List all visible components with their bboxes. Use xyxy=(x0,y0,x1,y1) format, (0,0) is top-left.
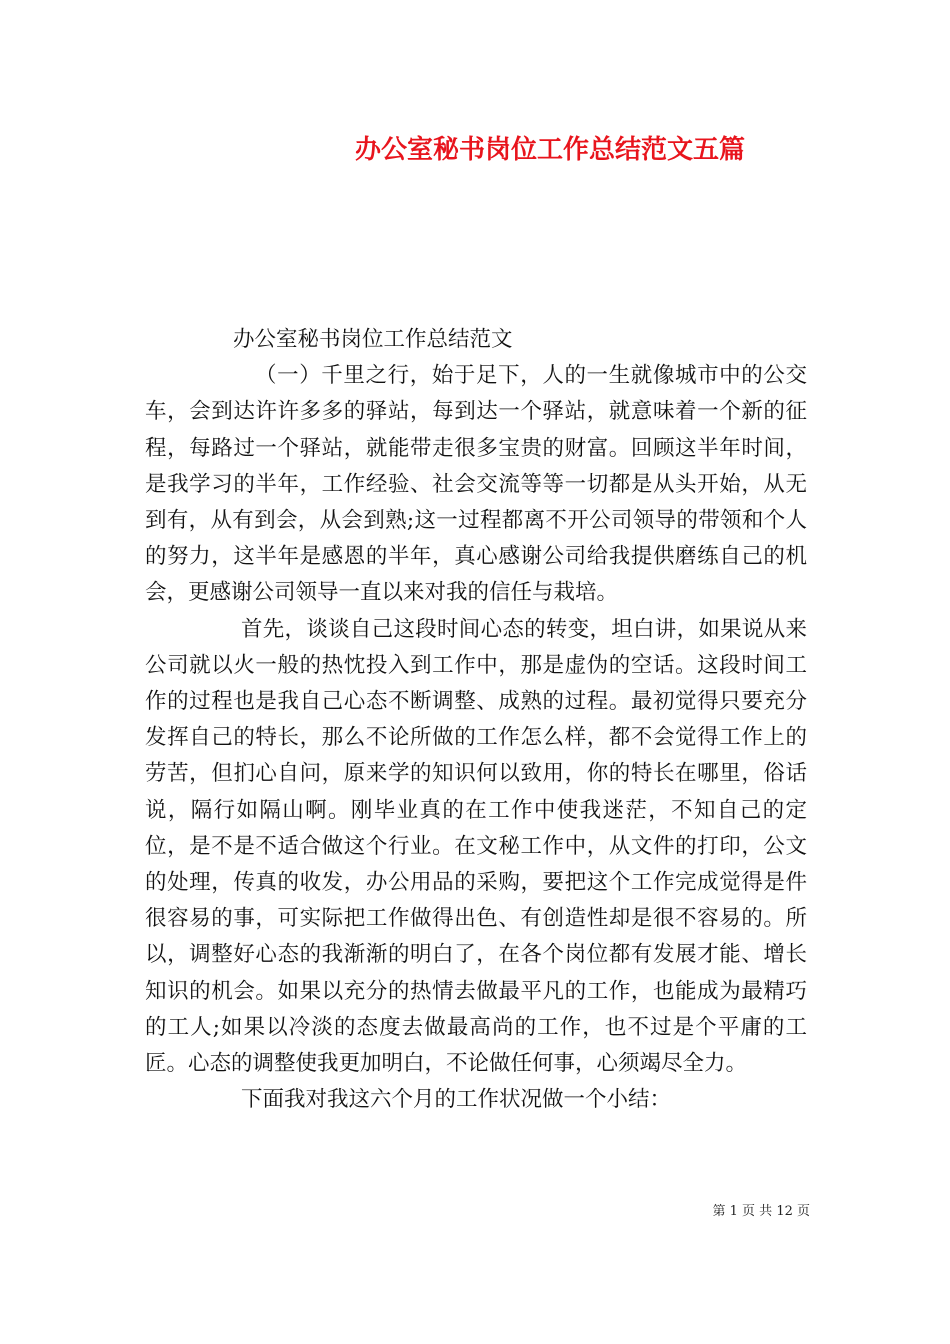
document-body xyxy=(145,322,807,1118)
title-container xyxy=(355,132,755,168)
paragraph-1: （一）千里之行，始于足下，人的一生就像城市中的公交车，会到达许许多多的驿站，每到达一个驿站，就意味着一个新的征程，每路过一个驿站，就能带走很多宝贵的财富。回顾这半年时间，是我学习的半年，工作经验、社会交流等等一切都是从头开始，从无到有，从有到会，从会到熟;这一过程都离不开公司领导的带领和个人的努力，这半年是感恩的半年，真心感谢公司给我提供磨练自己的机会，更感谢公司领导一直以来对我的信任与栽培。 xyxy=(145,363,807,606)
document-subtitle: 办公室秘书岗位工作总结范文 xyxy=(233,327,513,352)
paragraph-3: 下面我对我这六个月的工作状况做一个小结： xyxy=(241,1087,672,1113)
paragraph-2: 首先，谈谈自己这段时间心态的转变，坦白讲，如果说从来公司就以火一般的热忱投入到工作中，那是虚伪的空话。这段时间工作的过程也是我自己心态不断调整、成熟的过程。最初觉得只要充分发挥自己的特长，那么不论所做的工作怎么样，都不会觉得工作上的劳苦，但扪心自问，原来学的知识何以致用，你的特长在哪里，俗话说，隔行如隔山啊。刚毕业真的在工作中使我迷茫，不知自己的定位，是不是不适合做这个行业。在文秘工作中，从文件的打印，公文的处理，传真的收发，办公用品的采购，要把这个工作完成觉得是件很容易的事，可实际把工作做得出色、有创造性却是很不容易的。所以，调整好心态的我渐渐的明白了，在各个岗位都有发展才能、增长知识的机会。如果以充分的热情去做最平凡的工作，也能成为最精巧的工人;如果以冷淡的态度去做最高尚的工作，也不过是个平庸的工匠。心态的调整使我更加明白，不论做任何事，心须竭尽全力。 xyxy=(145,616,807,1077)
document-title: 办公室秘书岗位工作总结范文五篇 xyxy=(355,135,746,165)
page-number-footer: 第 1 页 共 12 页 xyxy=(712,1204,810,1219)
